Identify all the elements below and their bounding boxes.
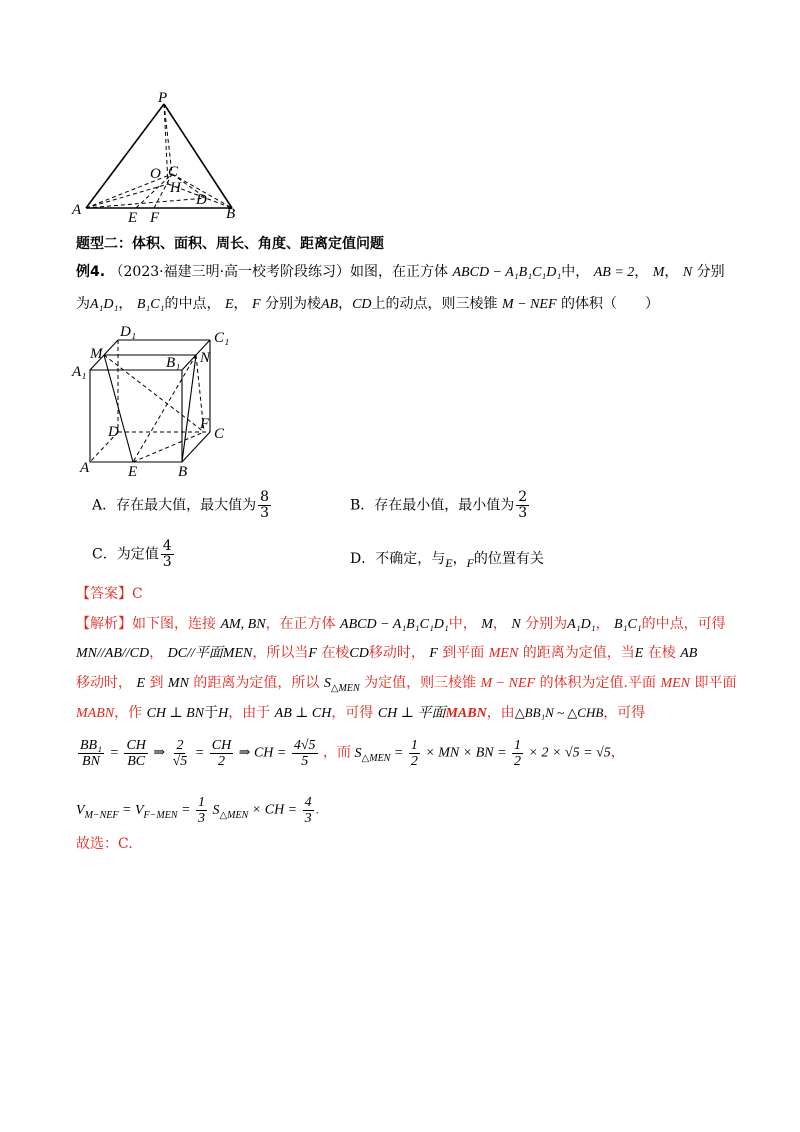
fraction [512,738,523,769]
option-c-fraction [161,539,174,570]
label-P: P [158,90,168,106]
math: E [136,676,146,691]
label-E: E [128,210,138,225]
pyramid-figure [66,90,246,225]
num: CH [211,738,232,753]
option-b[interactable] [350,490,531,521]
text: ，可得 [331,705,374,721]
label-B1: B₁ [166,355,181,371]
text: ，作 [114,705,143,721]
math [354,745,391,764]
math [134,802,178,821]
fraction [409,738,420,769]
math: F [429,646,438,661]
math: F [308,646,317,661]
op: ⇒ [153,745,166,761]
example-line-1 [76,262,725,283]
cube-figure [70,322,240,480]
label-O: O [150,166,161,182]
option-a-fraction [258,490,271,521]
text: ， [452,551,467,567]
answer [76,584,143,604]
text: 于 [204,705,219,721]
label-D1: D₁ [120,324,137,340]
option-c-text: C．为定值 [92,546,159,563]
num: 2 [518,489,528,505]
option-a-text: A．存在最大值，最大值为 [92,497,257,514]
num: 1 [410,738,418,753]
option-a[interactable] [92,490,273,521]
analysis-line-1 [76,614,726,635]
text: 的中点， [164,296,221,312]
text: 上的动点，则三棱锥 [371,296,498,312]
math: CH = [253,745,287,761]
math: DC//平面MEN [167,646,253,661]
den: √5 [172,754,188,769]
text: 在棱 [647,645,676,661]
label-C: C [214,426,225,442]
math [76,802,119,821]
section-title: 题型二：体积、面积、周长、角度、距离定值问题 [76,236,384,252]
math: ABCD − A₁B₁C₁D₁ [340,617,449,632]
num: BB₁ [80,738,102,753]
fraction [292,738,318,769]
fraction [303,795,314,826]
label-M: M [90,346,103,362]
math: MEN [488,646,519,661]
math: B₁C₁ [136,297,165,312]
math: × MN × BN = [425,745,507,761]
text: 的体积（ ） [561,296,659,312]
den: 3 [304,811,312,826]
den: 3 [162,554,172,570]
text: 在棱 [321,645,350,661]
math: MEN [660,676,691,691]
label-B: B [178,464,188,480]
math: AB = 2 [593,265,635,280]
math: MN [167,676,189,691]
formula-1 [76,738,625,769]
den: 2 [410,754,418,769]
example-label: 例4. [76,264,106,280]
sub: △MEN [219,809,249,821]
math: M [652,265,665,280]
den: 2 [217,754,225,769]
math: F [466,556,474,570]
text: 移动时， [368,645,425,661]
sub: △MEN [361,752,391,764]
example-line-2 [76,294,659,315]
math [212,802,249,821]
text: 到平面 [442,645,485,661]
label-E: E [128,464,138,480]
num: 4 [162,538,172,554]
num: 2 [176,738,184,753]
fraction [171,738,190,769]
label-A1: A₁ [72,364,87,380]
label-B: B [226,206,236,222]
text: ，可得 [603,705,646,721]
text: ，在正方体 [265,616,336,632]
text: 为 [76,296,90,312]
answer-value: C [132,586,143,602]
math: ABCD − A₁B₁C₁D₁ [452,265,562,280]
math: E [634,646,644,661]
text: 中， [448,616,477,632]
text: ， [118,296,133,312]
text: 如图，在正方体 [350,264,449,280]
sub: △MEN [330,682,360,694]
label-D: D [108,424,119,440]
option-d[interactable] [350,548,544,571]
analysis-line-2 [76,643,697,664]
option-b-text: B．存在最小值，最小值为 [350,497,515,514]
num: 1 [197,795,205,810]
label-D: D [196,192,207,208]
math: AB [320,297,339,312]
math: △BB₁N ~ △CHB [514,705,604,720]
op: = [393,745,404,761]
op: = [109,745,119,761]
math: AM, BN [220,617,266,632]
text: 即平面 [694,675,737,691]
den: BN [82,754,100,769]
text: 移动时， [76,675,132,691]
text: 为定值，则三棱锥 [364,675,477,691]
text: ， [338,296,353,312]
math: M − NEF [480,676,536,691]
den: 5 [301,754,309,769]
op: = [194,745,205,761]
math: A₁D₁ [567,617,596,632]
text: 的距离为定值，所以 [193,675,320,691]
text: ，所以当 [252,645,309,661]
label-A: A [80,460,90,476]
text: ， [595,616,610,632]
num: 8 [260,489,270,505]
math: AB [680,646,698,661]
text: ， [233,296,248,312]
fraction [210,738,233,769]
math: × 2 × √5 = √5 [528,745,611,761]
analysis-line-4 [76,703,645,724]
math: H [218,706,229,721]
text: 分别为棱 [264,296,321,312]
num: 4√5 [293,738,316,753]
analysis-label: 【解析】 [76,616,132,632]
analysis-line-3 [76,673,736,699]
math: F [251,297,261,312]
text: 的位置有关 [473,551,544,567]
op: ⇒ [238,745,251,761]
den: 2 [514,754,522,769]
math: CD [349,646,369,661]
text: . [315,802,320,818]
op: = [122,802,132,818]
den: 3 [197,811,205,826]
text: ， [634,264,649,280]
math [323,676,360,694]
math: MABN [445,706,487,721]
math: × CH = [251,802,298,818]
math: MN//AB//CD [76,646,150,661]
formula-2 [76,795,319,826]
sub: F−MEN [143,809,178,821]
label-F: F [200,416,210,432]
math-s: S [323,676,331,691]
text: 中， [561,264,590,280]
den: 3 [518,505,528,521]
answer-label: 【答案】 [76,586,132,602]
op: = [181,802,191,818]
option-b-fraction [516,490,529,521]
math: AB ⊥ CH [274,706,332,721]
text: ， [492,616,507,632]
label-N: N [200,350,211,366]
num: CH [126,738,146,753]
math: B₁C₁ [614,617,642,632]
math: CH ⊥ BN [146,706,205,721]
math: E [445,556,453,570]
num: 4 [304,795,312,810]
math: E [224,297,234,312]
math: N [511,617,521,632]
option-c[interactable] [92,539,176,570]
label-A: A [72,202,82,218]
math-v: V [134,802,144,818]
sub: M−NEF [84,809,119,821]
label-C: C [168,164,179,180]
fraction [196,795,207,826]
math-s: S [212,802,220,818]
text: 到 [149,675,164,691]
label-C1: C₁ [214,330,230,346]
fraction [124,738,147,769]
example-source: （2023·福建三明·高一校考阶段练习） [109,264,351,280]
text: 分别为 [525,616,568,632]
conclusion: 故选：C. [76,836,133,852]
text: 如下图，连接 [132,616,216,632]
text: 的距离为定值，当 [522,645,635,661]
fraction [78,738,104,769]
text: 的体积为定值.平面 [539,675,657,691]
math: MABN [76,706,115,721]
math: M [481,617,493,632]
text: ， [610,745,625,761]
option-d-text: D．不确定，与 [350,551,446,567]
math: CD [352,297,372,312]
math-s: S [354,745,362,761]
math: A₁D₁ [90,297,119,312]
den: BC [127,754,146,769]
label-H: H [170,180,181,196]
label-F: F [150,210,160,225]
text: ，由于 [228,705,271,721]
math: N [682,265,693,280]
text: ， [149,645,164,661]
math: M − NEF [501,297,557,312]
text: 分别 [696,264,725,280]
num: 1 [514,738,522,753]
den: 3 [260,505,270,521]
text: ，而 [323,745,352,761]
text: 的中点，可得 [641,616,726,632]
math-v: V [76,802,85,818]
math: CH ⊥ 平面 [377,706,446,721]
text: ， [664,264,679,280]
text: ，由 [486,705,515,721]
